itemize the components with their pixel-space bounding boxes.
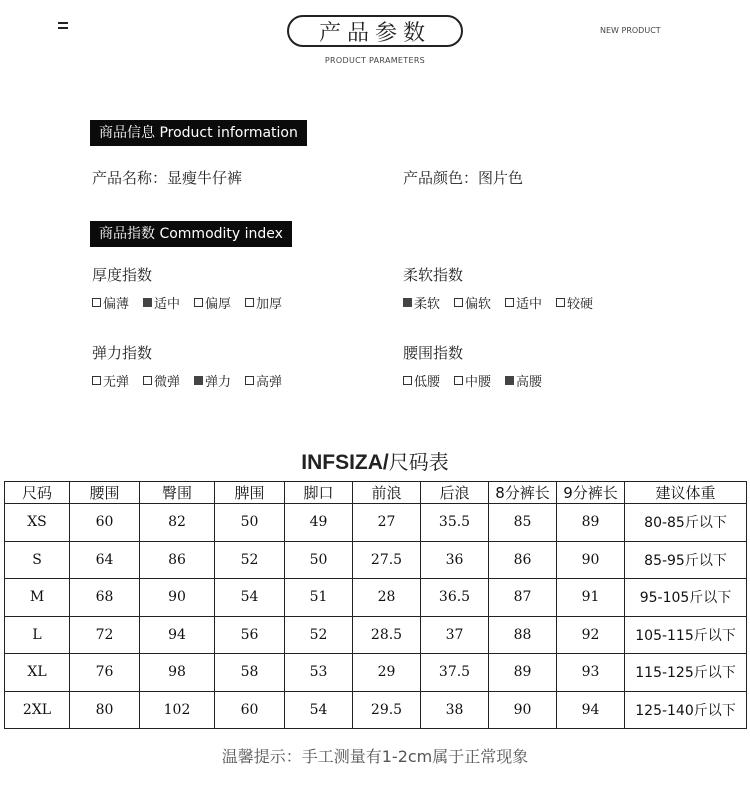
page-subtitle: PRODUCT PARAMETERS (324, 56, 426, 65)
index-option[interactable] (454, 293, 491, 312)
index-option-label: 偏厚 (205, 297, 232, 312)
index-option-label: 适中 (516, 297, 543, 312)
table-cell: 49 (285, 504, 353, 542)
index-option[interactable] (403, 293, 440, 312)
index-option[interactable] (454, 371, 491, 390)
table-cell: 80-85斤以下 (625, 504, 747, 542)
index-option[interactable] (505, 293, 542, 312)
unchecked-box-icon[interactable] (194, 298, 203, 307)
product-info-label: 商品信息 Product information (90, 120, 307, 146)
table-cell: 54 (215, 579, 285, 617)
table-cell: 102 (140, 691, 215, 729)
table-header-cell: 9分裤长 (557, 482, 625, 504)
index-options (92, 293, 296, 312)
size-chart-label: 尺码表 (388, 450, 449, 474)
index-option-label: 高腰 (516, 375, 543, 390)
table-header-cell: 腰围 (70, 482, 140, 504)
table-cell: 29 (353, 654, 421, 692)
index-group-title: 弹力指数 (92, 344, 153, 362)
unchecked-box-icon[interactable] (454, 376, 463, 385)
index-group-title: 厚度指数 (92, 266, 153, 284)
new-product-label: NEW PRODUCT (600, 26, 661, 35)
unchecked-box-icon[interactable] (245, 376, 254, 385)
index-option-label: 偏薄 (103, 297, 130, 312)
table-cell: 90 (489, 691, 557, 729)
table-cell: 80 (70, 691, 140, 729)
table-cell: 52 (215, 541, 285, 579)
index-option-label: 低腰 (414, 375, 441, 390)
table-cell: 37 (421, 616, 489, 654)
index-option-label: 加厚 (256, 297, 283, 312)
table-cell: 35.5 (421, 504, 489, 542)
table-header-cell: 臀围 (140, 482, 215, 504)
table-cell: 89 (489, 654, 557, 692)
index-option-label: 中腰 (465, 375, 492, 390)
table-cell: 86 (140, 541, 215, 579)
table-cell: 72 (70, 616, 140, 654)
index-options (92, 371, 296, 390)
table-header-cell: 尺码 (5, 482, 70, 504)
table-cell: 85-95斤以下 (625, 541, 747, 579)
product-color: 产品颜色：图片色 (403, 169, 524, 187)
index-option[interactable] (245, 293, 282, 312)
table-cell: 36.5 (421, 579, 489, 617)
checked-box-icon[interactable] (505, 376, 514, 385)
table-cell: 86 (489, 541, 557, 579)
index-option[interactable] (194, 293, 231, 312)
table-row (5, 504, 747, 542)
table-cell: 2XL (5, 691, 70, 729)
table-cell: 28.5 (353, 616, 421, 654)
table-cell: 56 (215, 616, 285, 654)
table-cell: 98 (140, 654, 215, 692)
index-option[interactable] (92, 293, 129, 312)
table-cell: 94 (140, 616, 215, 654)
table-cell: 27 (353, 504, 421, 542)
table-cell: 85 (489, 504, 557, 542)
table-cell: 54 (285, 691, 353, 729)
index-option[interactable] (194, 371, 231, 390)
index-option[interactable] (505, 371, 542, 390)
table-cell: 29.5 (353, 691, 421, 729)
table-header-cell: 前浪 (353, 482, 421, 504)
table-cell: 53 (285, 654, 353, 692)
unchecked-box-icon[interactable] (92, 376, 101, 385)
table-header-cell: 脾围 (215, 482, 285, 504)
checked-box-icon[interactable] (403, 298, 412, 307)
table-cell: 90 (140, 579, 215, 617)
table-cell: M (5, 579, 70, 617)
table-cell: L (5, 616, 70, 654)
index-option-label: 高弹 (256, 375, 283, 390)
unchecked-box-icon[interactable] (92, 298, 101, 307)
size-chart-title (0, 446, 750, 475)
table-header-cell: 8分裤长 (489, 482, 557, 504)
table-cell: 95-105斤以下 (625, 579, 747, 617)
table-cell: 68 (70, 579, 140, 617)
table-header-cell: 后浪 (421, 482, 489, 504)
checked-box-icon[interactable] (194, 376, 203, 385)
index-option-label: 柔软 (414, 297, 441, 312)
unchecked-box-icon[interactable] (454, 298, 463, 307)
table-cell: 64 (70, 541, 140, 579)
table-cell: 51 (285, 579, 353, 617)
table-cell: 36 (421, 541, 489, 579)
table-header-row (5, 482, 747, 504)
table-cell: XS (5, 504, 70, 542)
table-cell: 60 (70, 504, 140, 542)
table-row (5, 691, 747, 729)
unchecked-box-icon[interactable] (505, 298, 514, 307)
index-option[interactable] (245, 371, 282, 390)
checked-box-icon[interactable] (143, 298, 152, 307)
table-cell: 37.5 (421, 654, 489, 692)
table-cell: 38 (421, 691, 489, 729)
table-cell: 60 (215, 691, 285, 729)
unchecked-box-icon[interactable] (403, 376, 412, 385)
table-cell: 92 (557, 616, 625, 654)
table-cell: 94 (557, 691, 625, 729)
measurement-tip: 温馨提示：手工测量有1-2cm属于正常现象 (221, 747, 529, 766)
index-option-label: 偏软 (465, 297, 492, 312)
index-option[interactable] (556, 293, 593, 312)
index-options (403, 293, 607, 312)
table-cell: 89 (557, 504, 625, 542)
table-cell: 87 (489, 579, 557, 617)
table-row (5, 579, 747, 617)
unchecked-box-icon[interactable] (143, 376, 152, 385)
table-cell: 93 (557, 654, 625, 692)
table-cell: 115-125斤以下 (625, 654, 747, 692)
table-row (5, 541, 747, 579)
index-option-label: 较硬 (567, 297, 594, 312)
index-option[interactable] (143, 293, 180, 312)
index-group-title: 柔软指数 (403, 266, 464, 284)
table-cell: 76 (70, 654, 140, 692)
table-cell: 90 (557, 541, 625, 579)
index-option-label: 弹力 (205, 375, 232, 390)
menu-icon[interactable] (58, 22, 68, 32)
table-cell: 52 (285, 616, 353, 654)
index-option-label: 适中 (154, 297, 181, 312)
table-cell: 88 (489, 616, 557, 654)
table-cell: 58 (215, 654, 285, 692)
table-cell: 28 (353, 579, 421, 617)
commodity-index-label: 商品指数 Commodity index (90, 221, 292, 247)
table-header-cell: 脚口 (285, 482, 353, 504)
size-table (4, 481, 747, 729)
table-cell: 50 (285, 541, 353, 579)
table-row (5, 616, 747, 654)
table-cell: XL (5, 654, 70, 692)
unchecked-box-icon[interactable] (556, 298, 565, 307)
index-option-label: 无弹 (103, 375, 130, 390)
unchecked-box-icon[interactable] (245, 298, 254, 307)
brand-name: INFSIZA/ (301, 451, 389, 474)
index-options (403, 371, 556, 390)
table-cell: S (5, 541, 70, 579)
index-option[interactable] (403, 371, 440, 390)
table-row (5, 654, 747, 692)
index-option-label: 微弹 (154, 375, 181, 390)
table-cell: 125-140斤以下 (625, 691, 747, 729)
table-cell: 27.5 (353, 541, 421, 579)
page-title: 产品参数 (287, 15, 463, 47)
table-header-cell: 建议体重 (625, 482, 747, 504)
index-option[interactable] (143, 371, 180, 390)
product-name: 产品名称：显瘦牛仔裤 (92, 169, 243, 187)
table-cell: 82 (140, 504, 215, 542)
table-cell: 91 (557, 579, 625, 617)
index-option[interactable] (92, 371, 129, 390)
table-cell: 105-115斤以下 (625, 616, 747, 654)
index-group-title: 腰围指数 (403, 344, 464, 362)
table-cell: 50 (215, 504, 285, 542)
